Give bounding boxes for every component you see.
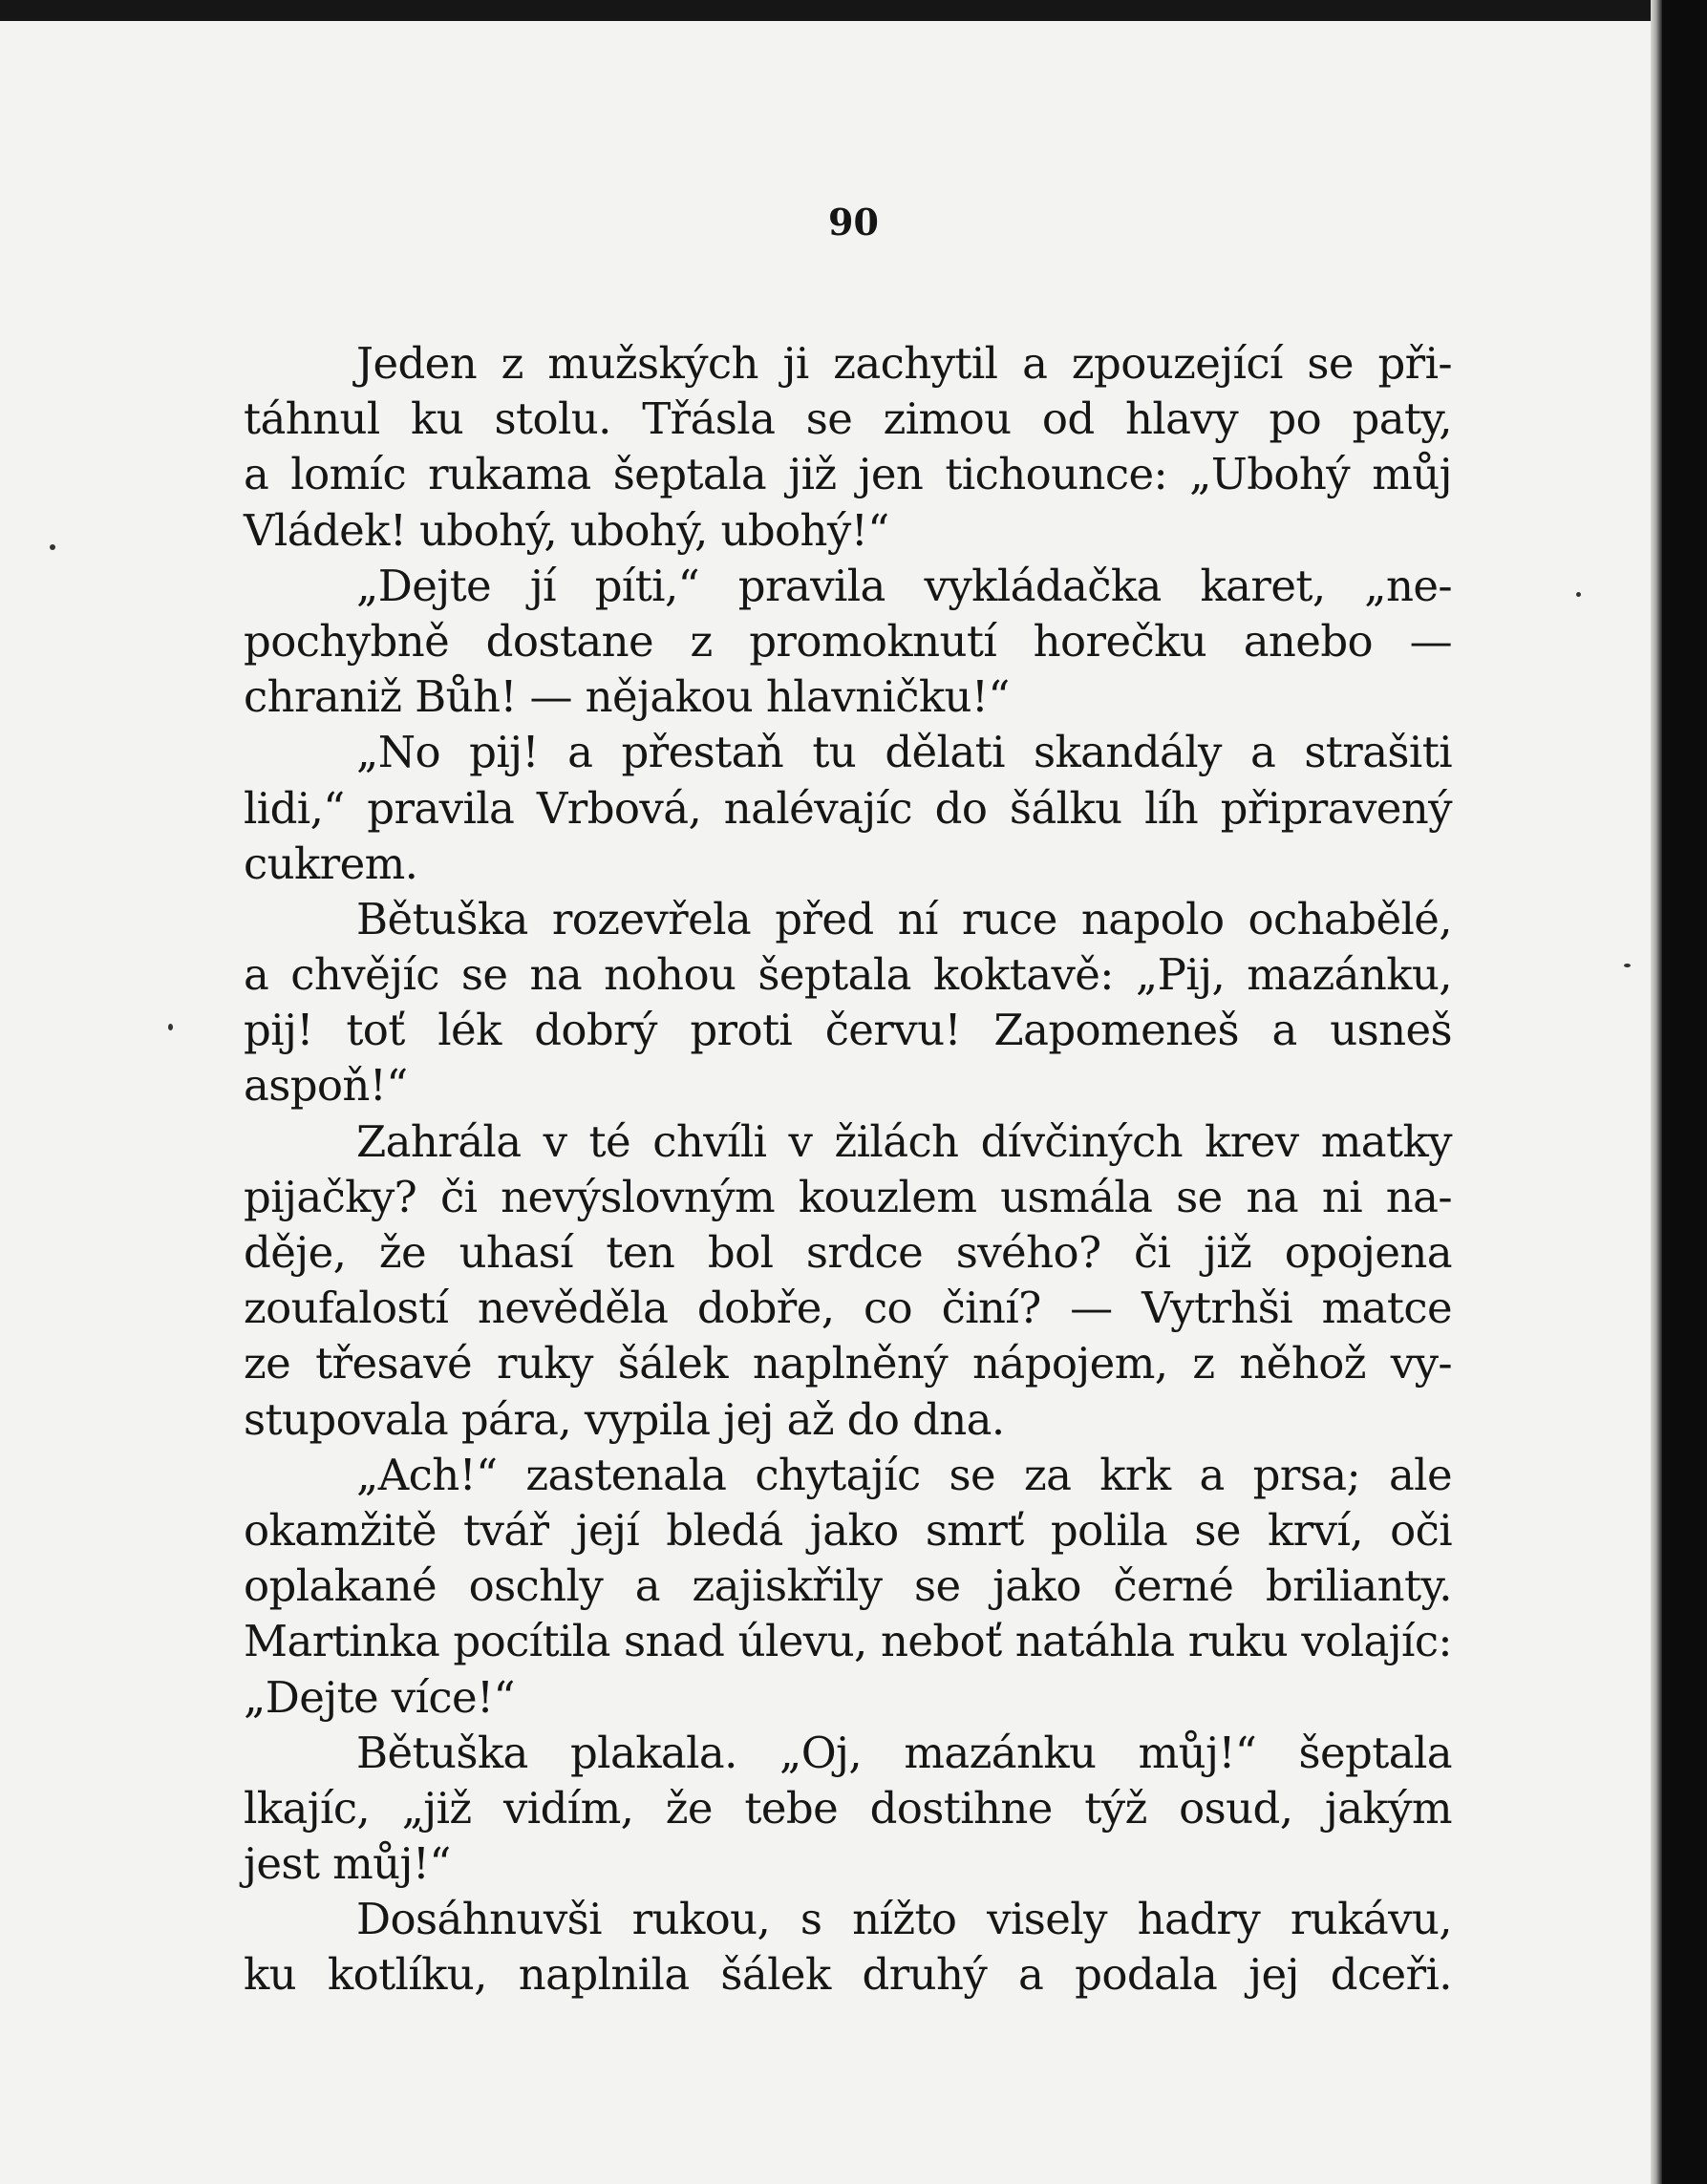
text-line: lkajíc, „již vidím, že tebe dostihne týž osud, jakým [244,1782,1452,1834]
text-line: ku kotlíku, naplnila šálek druhý a podala jej dceři. [244,1949,1452,2001]
text-line: lidi,“ pravila Vrbová, nalévajíc do šálku líh připravený [244,782,1452,834]
text-line: „Dejte jí píti,“ pravila vykládačka karet, „ne- [356,560,1452,611]
text-line: jest můj!“ [244,1838,451,1890]
page-number: 90 [828,201,879,244]
binding-shadow [1651,0,1662,2184]
text-line: oplakané oschly a zajiskřily se jako černé brilianty. [244,1560,1452,1612]
text-line: Dosáhnuvši rukou, s nížto visely hadry rukávu, [356,1894,1452,1945]
text-line: táhnul ku stolu. Třásla se zimou od hlavy po paty, [244,393,1452,445]
text-line: děje, že uhasí ten bol srdce svého? či již opojena [244,1227,1452,1278]
text-line: a chvějíc se na nohou šeptala koktavě: „Pij, mazánku, [244,949,1452,1001]
text-line: Vládek! ubohý, ubohý, ubohý!“ [244,504,889,556]
text-line: Jeden z mužských ji zachytil a zpouzející se při- [356,338,1452,389]
text-line: zoufalostí nevěděla dobře, co činí? — Vytrhši matce [244,1283,1452,1334]
text-line: Bětuška rozevřela před ní ruce napolo ochabělé, [356,893,1452,944]
text-line: pochybně dostane z promoknutí horečku anebo — [244,615,1452,667]
text-line: ze třesavé ruky šálek naplněný nápojem, z něhož vy- [244,1338,1452,1389]
text-line: „No pij! a přestaň tu dělati skandály a strašiti [356,727,1452,778]
text-line: cukrem. [244,838,418,889]
text-line: aspoň!“ [244,1060,408,1112]
print-speck [168,1024,173,1030]
body-text [244,336,1452,2004]
print-speck [50,544,55,550]
text-line: stupovala pára, vypila jej až do dna. [244,1393,1005,1445]
text-line: Zahrála v té chvíli v žilách dívčiných krev matky [356,1115,1452,1167]
text-line: pijačky? či nevýslovným kouzlem usmála se na ni na- [244,1171,1452,1222]
text-line: chraniž Bůh! — nějakou hlavničku!“ [244,671,1010,723]
text-line: okamžitě tvář její bledá jako smrť polila se krví, oči [244,1504,1452,1556]
text-line: Bětuška plakala. „Oj, mazánku můj!“ šeptala [356,1727,1452,1778]
text-line: pij! toť lék dobrý proti červu! Zapomeneš a usneš [244,1005,1452,1056]
text-line: „Ach!“ zastenala chytajíc se za krk a prsa; ale [356,1449,1452,1500]
binding-edge [1662,0,1707,2184]
text-line: Martinka pocítila snad úlevu, neboť natáhla ruku volajíc: [244,1616,1452,1667]
text-line: a lomíc rukama šeptala již jen tichounce: „Ubohý můj [244,449,1452,500]
print-speck [1576,592,1581,597]
print-speck [1624,964,1631,967]
text-line: „Dejte více!“ [244,1671,515,1723]
